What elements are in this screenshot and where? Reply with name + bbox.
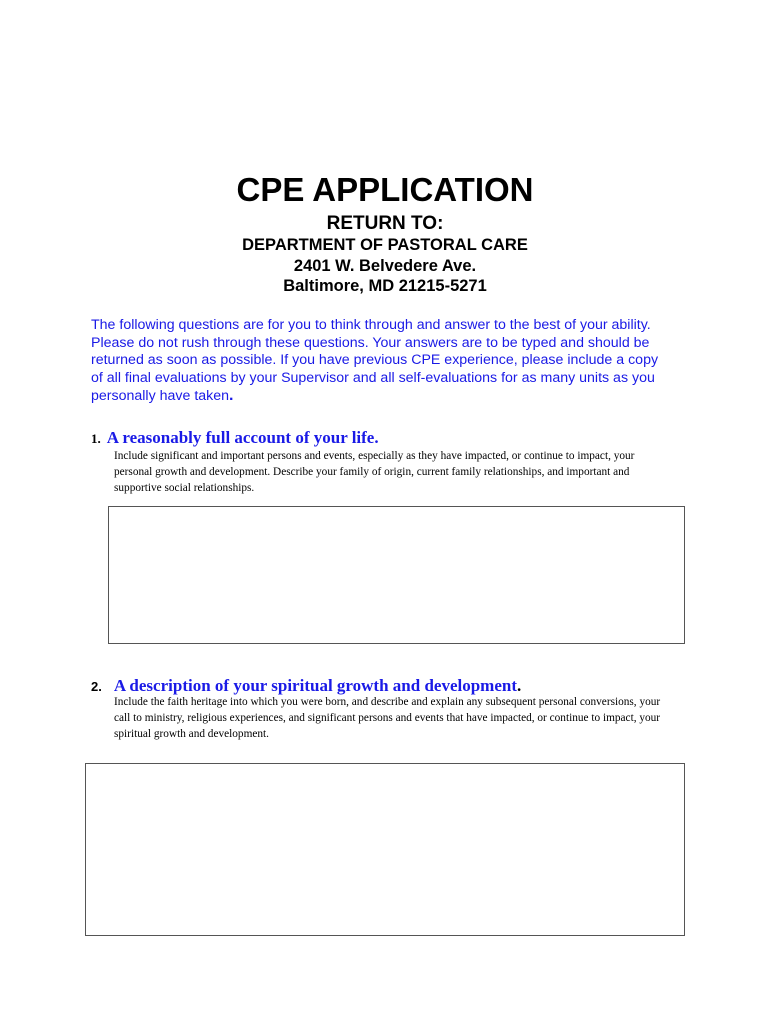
question-1-description: Include significant and important persons and events, especially as they have impacted, or continue to impact, your personal growth and development. Describe your family of origin, current family relationships, and important and supportive social relationships.: [114, 450, 635, 494]
question-1-heading: [91, 428, 379, 448]
city-address: Baltimore, MD 21215-5271: [283, 277, 487, 295]
page-title: CPE APPLICATION: [236, 171, 534, 208]
street-address: 2401 W. Belvedere Ave.: [293, 257, 477, 275]
question-1-answer-box[interactable]: [108, 506, 685, 644]
question-2-description: Include the faith heritage into which you were born, and describe and explain any subsequent personal conversions, your call to ministry, religious experiences, and significant persons and events that have impacted, or continue to impact, your spiritual growth and development.: [114, 696, 661, 740]
question-1-number: 1.: [91, 431, 101, 446]
question-2-answer-box[interactable]: [85, 763, 685, 936]
department-name: DEPARTMENT OF PASTORAL CARE: [242, 236, 528, 254]
question-2-title: A description of your spiritual growth and development: [113, 676, 517, 695]
intro-text: The following questions are for you to think through and answer to the best of your ability. Please do not rush through these questions. Your answers are to be typed and should be returned as soon as possible. If you have previous CPE experience, please include a copy of all final evaluations by your Supervisor and all self-evaluations for as many units as you personally have taken: [91, 317, 659, 404]
question-1-title: A reasonably full account of your life.: [106, 428, 379, 447]
question-2-title-period: .: [517, 676, 522, 695]
intro-paragraph: [91, 317, 671, 406]
return-to-heading: RETURN TO:: [326, 213, 444, 234]
question-2-number: 2.: [91, 679, 102, 694]
question-2-heading: [91, 676, 521, 696]
intro-period: .: [229, 387, 234, 404]
